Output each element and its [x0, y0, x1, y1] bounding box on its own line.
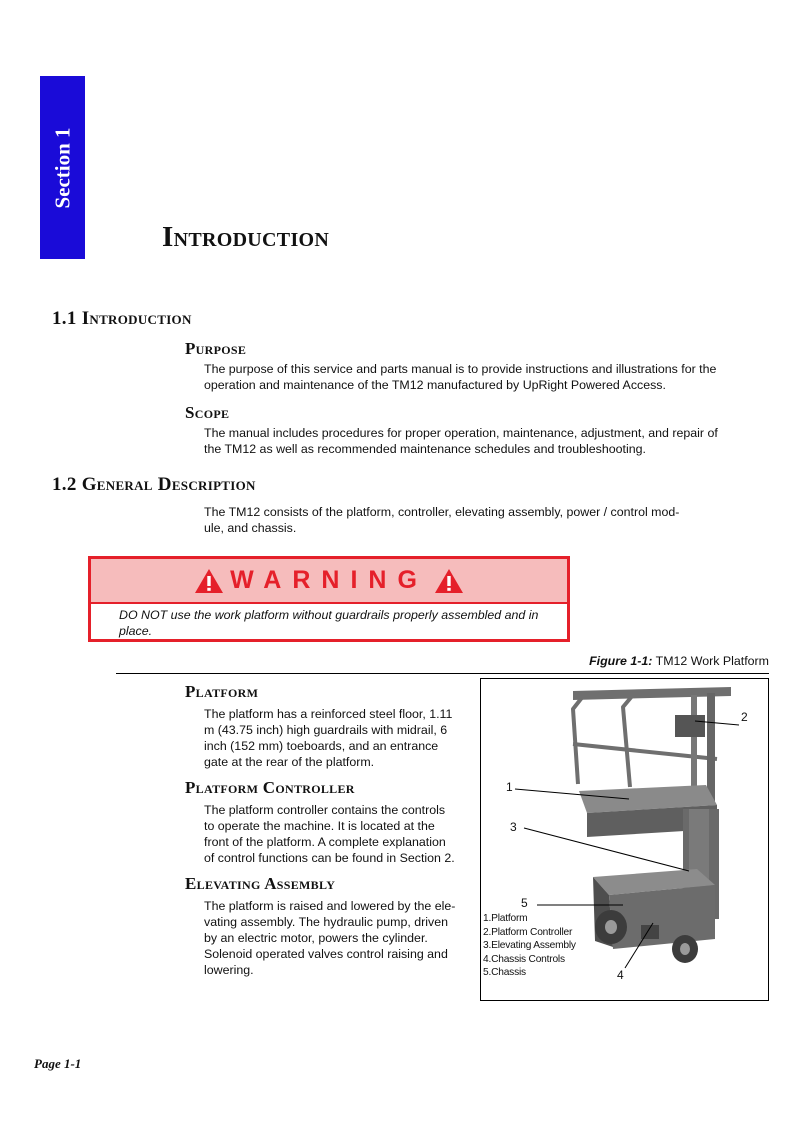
subheading-scope: Scope [185, 403, 230, 422]
warning-box [88, 556, 570, 642]
paragraph-line: Solenoid operated valves control raising and [204, 947, 448, 961]
legend-item: 4.Chassis Controls [483, 953, 565, 965]
subheading-elevating-assembly: Elevating Assembly [185, 874, 336, 893]
figure-caption [589, 654, 769, 668]
callout-2: 2 [741, 710, 748, 724]
paragraph-line: by an electric motor, powers the cylinder. [204, 931, 428, 945]
paragraph-line: operation and maintenance of the TM12 manufactured by UpRight Powered Access. [204, 378, 666, 392]
paragraph-line: the TM12 as well as recommended maintenance schedules and troubleshooting. [204, 442, 646, 456]
paragraph-line: ule, and chassis. [204, 521, 297, 535]
figure-legend [483, 912, 576, 980]
callout-1: 1 [506, 780, 513, 794]
paragraph-line: The manual includes procedures for proper operation, maintenance, adjustment, and repair of [204, 426, 718, 440]
paragraph-line: of control functions can be found in Section 2. [204, 851, 455, 865]
warning-triangle-icon [194, 568, 224, 594]
warning-label: WARNING [230, 566, 428, 594]
subheading-purpose: Purpose [185, 339, 247, 358]
legend-item: 5.Chassis [483, 967, 526, 979]
platform-paragraph [204, 706, 452, 770]
section-tab-label: Section 1 [50, 126, 74, 209]
figure-caption-label: Figure 1-1: [589, 654, 653, 668]
page-title: Introduction [162, 221, 330, 253]
paragraph-line: The platform has a reinforced steel floor, 1.11 [204, 707, 453, 721]
paragraph-line: front of the platform. A complete explanation [204, 835, 446, 849]
subheading-platform: Platform [185, 682, 259, 701]
section-tab [40, 76, 85, 259]
warning-triangle-icon [434, 568, 464, 594]
paragraph-line: inch (152 mm) toeboards, and an entrance [204, 739, 439, 753]
paragraph-line: The TM12 consists of the platform, controller, elevating assembly, power / control mod- [204, 505, 680, 519]
callout-4: 4 [617, 968, 624, 982]
paragraph-line: The platform controller contains the controls [204, 803, 446, 817]
paragraph-line: to operate the machine. It is located at the [204, 819, 435, 833]
warning-line: place. [119, 624, 153, 638]
elevating-assembly-paragraph [204, 898, 455, 978]
heading-1-2: 1.2 General Description [52, 474, 256, 495]
figure-caption-text: TM12 Work Platform [652, 654, 769, 668]
warning-header [91, 559, 567, 604]
paragraph-line: lowering. [204, 963, 254, 977]
warning-text [119, 607, 538, 639]
callout-3: 3 [510, 820, 517, 834]
page-number: Page 1-1 [34, 1056, 82, 1071]
horizontal-rule [116, 673, 769, 674]
paragraph-line: m (43.75 inch) high guardrails with midrail, 6 [204, 723, 448, 737]
platform-controller-paragraph [204, 802, 455, 866]
paragraph-line: gate at the rear of the platform. [204, 755, 375, 769]
warning-line: DO NOT use the work platform without guardrails properly assembled and in [119, 608, 539, 622]
legend-item: 2.Platform Controller [483, 926, 573, 938]
legend-item: 3.Elevating Assembly [483, 940, 576, 952]
general-description-paragraph [204, 504, 679, 536]
paragraph-line: The purpose of this service and parts manual is to provide instructions and illustrations for the [204, 362, 717, 376]
warning-title [91, 566, 567, 595]
paragraph-line: The platform is raised and lowered by the ele- [204, 899, 456, 913]
scope-paragraph [204, 425, 718, 457]
paragraph-line: vating assembly. The hydraulic pump, driven [204, 915, 449, 929]
callout-5: 5 [521, 896, 528, 910]
subheading-platform-controller: Platform Controller [185, 778, 355, 797]
purpose-paragraph [204, 361, 716, 393]
heading-1-1: 1.1 Introduction [52, 308, 192, 329]
legend-item: 1.Platform [483, 913, 528, 924]
